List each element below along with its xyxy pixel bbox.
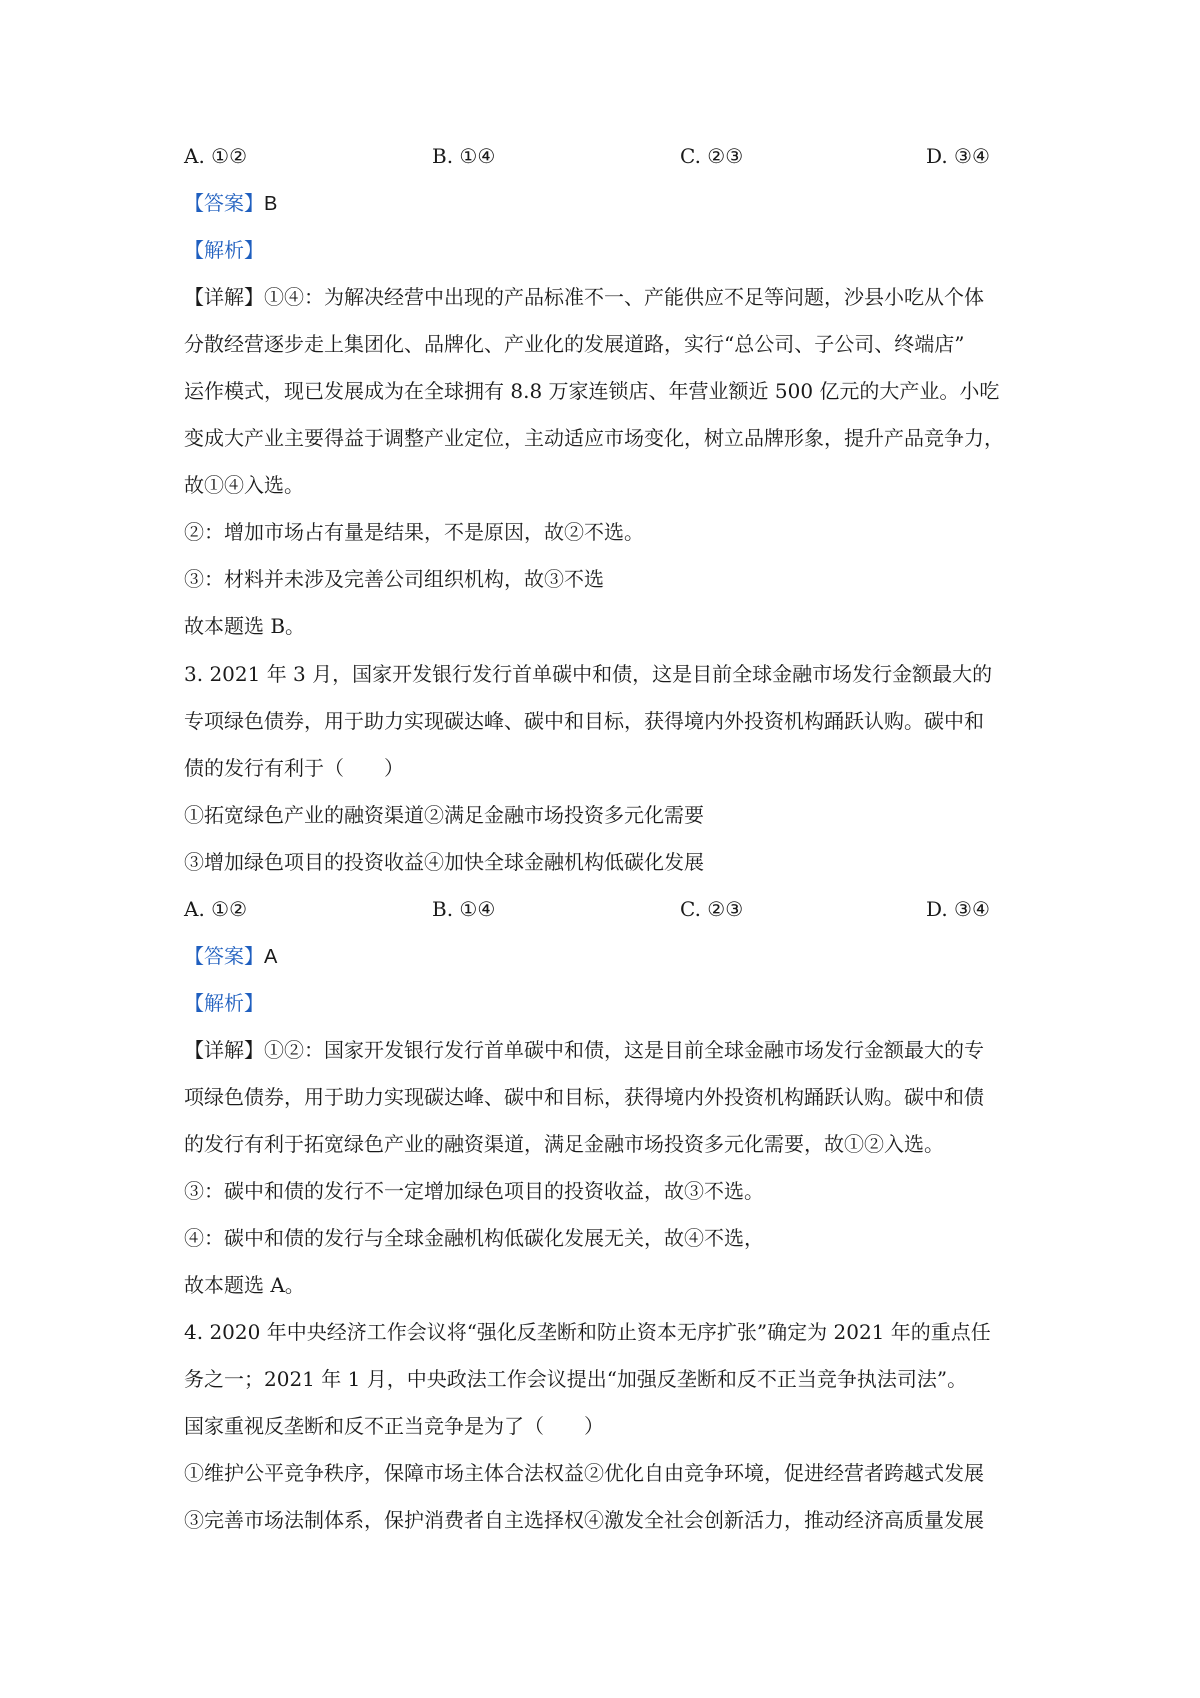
- q3-note: ④：碳中和债的发行与全球金融机构低碳化发展无关，故④不选，: [184, 1226, 764, 1250]
- q2-detail-line: 运作模式，现已发展成为在全球拥有 8.8 万家连锁店、年营业额近 500 亿元的大产业。小吃: [184, 379, 1000, 403]
- q4-stem-line: 国家重视反垄断和反不正当竞争是为了（ ）: [184, 1414, 604, 1438]
- q2-option-d: D. ③④: [926, 144, 990, 168]
- q2-option-c: C. ②③: [680, 144, 744, 168]
- q3-detail-tag: 【详解】: [184, 1038, 264, 1062]
- q2-note: ③：材料并未涉及完善公司组织机构，故③不选: [184, 567, 604, 591]
- q4-choice-line: ③完善市场法制体系，保护消费者自主选择权④激发全社会创新活力，推动经济高质量发展: [184, 1508, 984, 1532]
- q3-detail-line: 项绿色债券，用于助力实现碳达峰、碳中和目标，获得境内外投资机构踊跃认购。碳中和债: [184, 1085, 984, 1109]
- q3-conclusion: 故本题选 A。: [184, 1273, 305, 1297]
- q2-answer-tag: 【答案】: [184, 191, 264, 215]
- q3-choice-line: ③增加绿色项目的投资收益④加快全球金融机构低碳化发展: [184, 850, 704, 874]
- q2-detail-tag: 【详解】: [184, 285, 264, 309]
- q3-answer-tag: 【答案】: [184, 944, 264, 968]
- q2-detail-line: 故①④入选。: [184, 473, 304, 497]
- q2-answer-line: [184, 189, 1024, 218]
- q3-stem-line: 专项绿色债券，用于助力实现碳达峰、碳中和目标，获得境内外投资机构踊跃认购。碳中和: [184, 709, 984, 733]
- q3-stem-line: 3. 2021 年 3 月，国家开发银行发行首单碳中和债，这是目前全球金融市场发行金额最大的: [184, 662, 993, 686]
- q2-option-a: A. ①②: [184, 144, 248, 168]
- q2-detail-line: 变成大产业主要得益于调整产业定位，主动适应市场变化，树立品牌形象，提升产品竞争力，: [184, 426, 1004, 450]
- q4-choice-line: ①维护公平竞争秩序，保障市场主体合法权益②优化自由竞争环境，促进经营者跨越式发展: [184, 1461, 984, 1485]
- q3-option-c: C. ②③: [680, 897, 744, 921]
- q3-answer: A: [264, 946, 278, 968]
- q4-stem-line: 4. 2020 年中央经济工作会议将“强化反垄断和防止资本无序扩张”确定为 2021 年的重点任: [184, 1320, 991, 1344]
- q2-note: ②：增加市场占有量是结果，不是原因，故②不选。: [184, 520, 644, 544]
- q2-detail-line: 分散经营逐步走上集团化、品牌化、产业化的发展道路，实行“总公司、子公司、终端店”: [184, 332, 965, 356]
- q3-answer-line: [184, 942, 1024, 971]
- q3-stem-line: 债的发行有利于（ ）: [184, 756, 404, 780]
- q3-choice-line: ①拓宽绿色产业的融资渠道②满足金融市场投资多元化需要: [184, 803, 704, 827]
- q2-answer: B: [264, 193, 278, 215]
- q3-note: ③：碳中和债的发行不一定增加绿色项目的投资收益，故③不选。: [184, 1179, 764, 1203]
- q3-analysis-tag: 【解析】: [184, 991, 264, 1015]
- q2-detail-text: ①④：为解决经营中出现的产品标准不一、产能供应不足等问题，沙县小吃从个体: [264, 285, 984, 309]
- q3-detail-text: ①②：国家开发银行发行首单碳中和债，这是目前全球金融市场发行金额最大的专: [264, 1038, 984, 1062]
- q3-option-d: D. ③④: [926, 897, 990, 921]
- q2-detail-line: [184, 283, 1024, 311]
- q2-conclusion: 故本题选 B。: [184, 614, 306, 638]
- q4-stem-line: 务之一；2021 年 1 月，中央政法工作会议提出“加强反垄断和反不正当竞争执法司法”。: [184, 1367, 968, 1391]
- q3-detail-line: [184, 1036, 1024, 1064]
- q3-option-b: B. ①④: [432, 897, 496, 921]
- q2-analysis-tag: 【解析】: [184, 238, 264, 262]
- q3-detail-line: 的发行有利于拓宽绿色产业的融资渠道，满足金融市场投资多元化需要，故①②入选。: [184, 1132, 944, 1156]
- q2-option-b: B. ①④: [432, 144, 496, 168]
- q3-option-a: A. ①②: [184, 897, 248, 921]
